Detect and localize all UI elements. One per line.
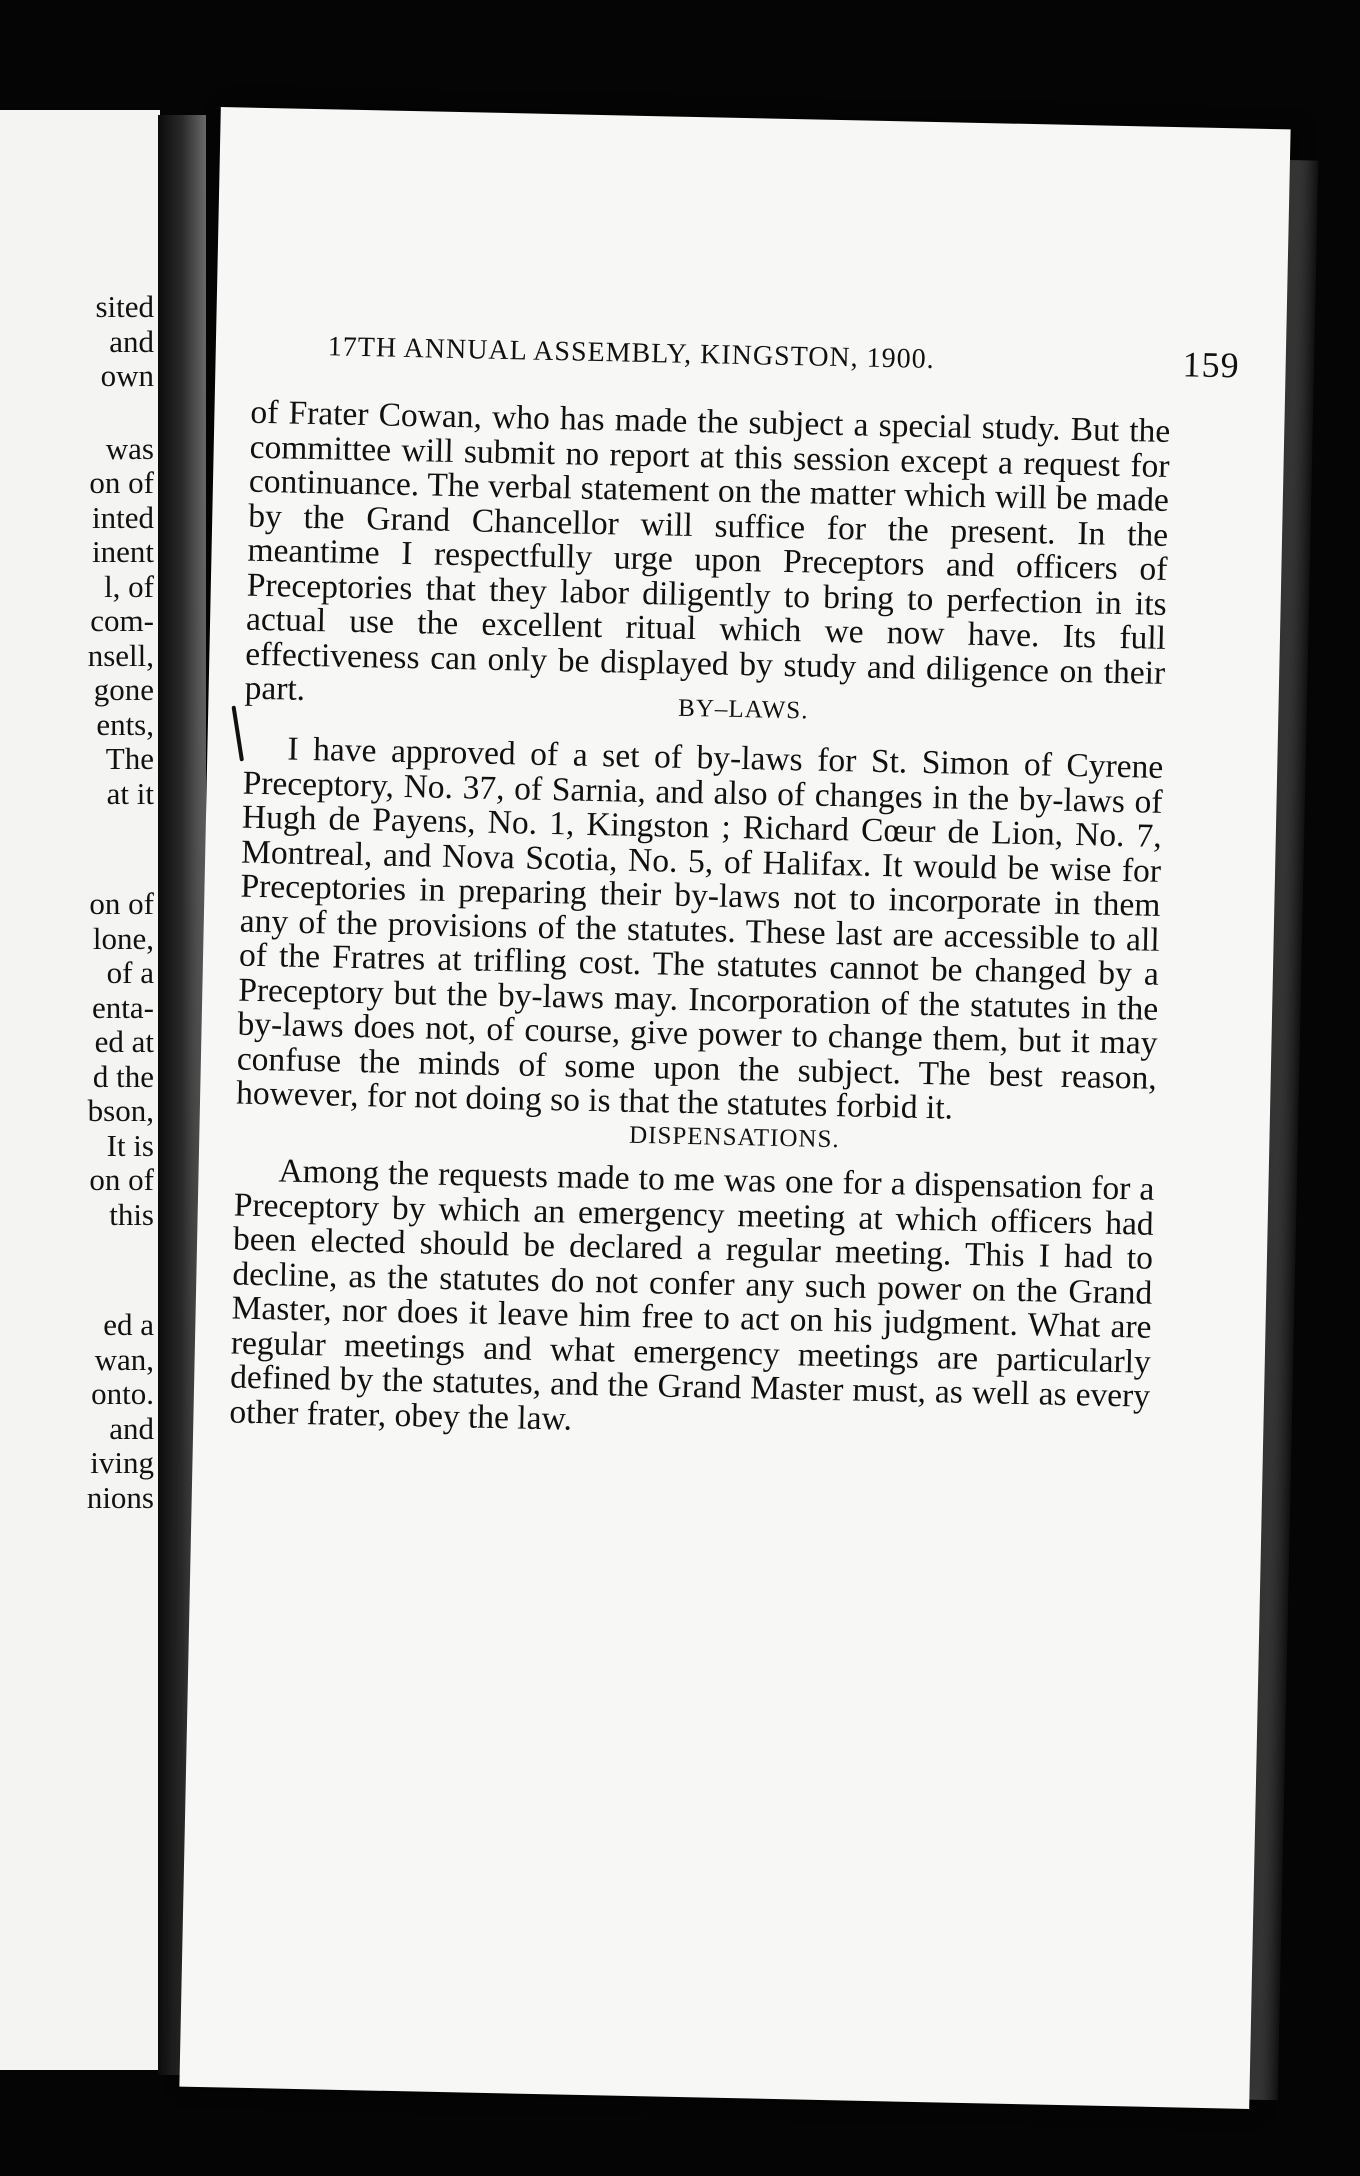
left-page-line: of a bbox=[106, 955, 154, 990]
left-page-line: d the bbox=[92, 1058, 154, 1094]
left-page-line: ents, bbox=[96, 706, 154, 742]
left-page-line: nsell, bbox=[87, 637, 154, 673]
section-heading-dispensations: DISPENSATIONS. bbox=[628, 1121, 840, 1154]
paragraph-text: Among the requests made to me was one for a dispensation for a Preceptory by which an emergency meeting at which officers had been elected should be declared a regular meeting. This I had to decline, as the statutes do not confer any such power on the Grand Master, nor does it leave him free to act on his judgment. What are regular meetings and what emergency meetings are particularly defined by the statutes, and the Grand Master must, as well as every other frater, obey the law. bbox=[229, 1152, 1155, 1438]
paragraph-dispensations bbox=[229, 1154, 1155, 1449]
running-head-title: 17TH ANNUAL ASSEMBLY, KINGSTON, 1900. bbox=[327, 331, 935, 376]
left-page-line: wan, bbox=[94, 1341, 154, 1377]
left-page-line: on of bbox=[89, 1162, 154, 1197]
left-page-line: ed at bbox=[94, 1024, 154, 1059]
left-page-line: com- bbox=[90, 603, 154, 638]
left-page-line: gone bbox=[93, 672, 154, 707]
left-page-line: this bbox=[109, 1196, 154, 1232]
left-page-line: The bbox=[105, 741, 154, 776]
left-page-line: inted bbox=[92, 499, 154, 535]
left-page-line: inent bbox=[92, 534, 154, 569]
left-page-line: ed a bbox=[103, 1307, 154, 1342]
left-page-line: lone, bbox=[92, 920, 154, 956]
section-heading-bylaws: BY–LAWS. bbox=[677, 694, 809, 725]
left-page-line: sited bbox=[95, 289, 154, 324]
left-page-line: on of bbox=[89, 886, 154, 921]
left-page-line: own bbox=[100, 358, 154, 393]
paragraph-text: I have approved of a set of by-laws for St. Simon of Cyrene Preceptory, No. 37, of Sarnia, and also of changes in the by-laws of Hugh de Payens, No. 1, Kingston ; Richard Cœur de Lion, No. 7, Montreal, and Nova Scotia, No. 5, of Halifax. It would be wise for Preceptories in preparing their by-laws not to incorporate in them any of the provisions of the statutes. These last are accessible to all of the Fratres at trifling cost. The statutes cannot be changed by a Preceptory but the by-laws may. Incorporation of the statutes in the by-laws does not, of course, give power to change them, but it may confuse the minds of some upon the subject. The best reason, however, for not doing so is that the statutes forbid it. bbox=[235, 730, 1164, 1127]
pencil-margin-mark bbox=[231, 706, 244, 762]
left-page-line: on of bbox=[89, 465, 154, 500]
left-facing-page bbox=[0, 110, 160, 2070]
page-number: 159 bbox=[1182, 344, 1241, 386]
left-page-line: iving bbox=[90, 1445, 154, 1480]
left-page-line: l, of bbox=[104, 568, 154, 604]
left-page-line: nions bbox=[86, 1479, 154, 1515]
left-page-line: It is bbox=[106, 1127, 154, 1163]
paragraph-text: of Frater Cowan, who has made the subject a special study. But the committee will submit no report at this session except a request for continuance. The verbal statement on the matter which will be made by the Grand Chancellor will suffice for the present. In the meantime I respectfully urge upon Preceptors and officers of Preceptories that they labor diligently to bring to perfection in its actual use the excellent ritual which we now have. Its full effectiveness can only be displayed by study and diligence on their part. bbox=[244, 393, 1171, 708]
left-page-line: enta- bbox=[92, 989, 154, 1025]
left-page-line: onto. bbox=[91, 1376, 154, 1411]
left-page-line: bson, bbox=[87, 1093, 154, 1128]
left-page-line: at it bbox=[106, 775, 154, 811]
left-page-line: and bbox=[109, 1410, 154, 1446]
paragraph-bylaws bbox=[236, 732, 1164, 1131]
running-head bbox=[327, 331, 1241, 386]
left-page-line: was bbox=[105, 430, 154, 466]
paragraph-continued bbox=[244, 393, 1171, 726]
left-page-line: and bbox=[109, 323, 154, 359]
book-page bbox=[179, 107, 1290, 2109]
